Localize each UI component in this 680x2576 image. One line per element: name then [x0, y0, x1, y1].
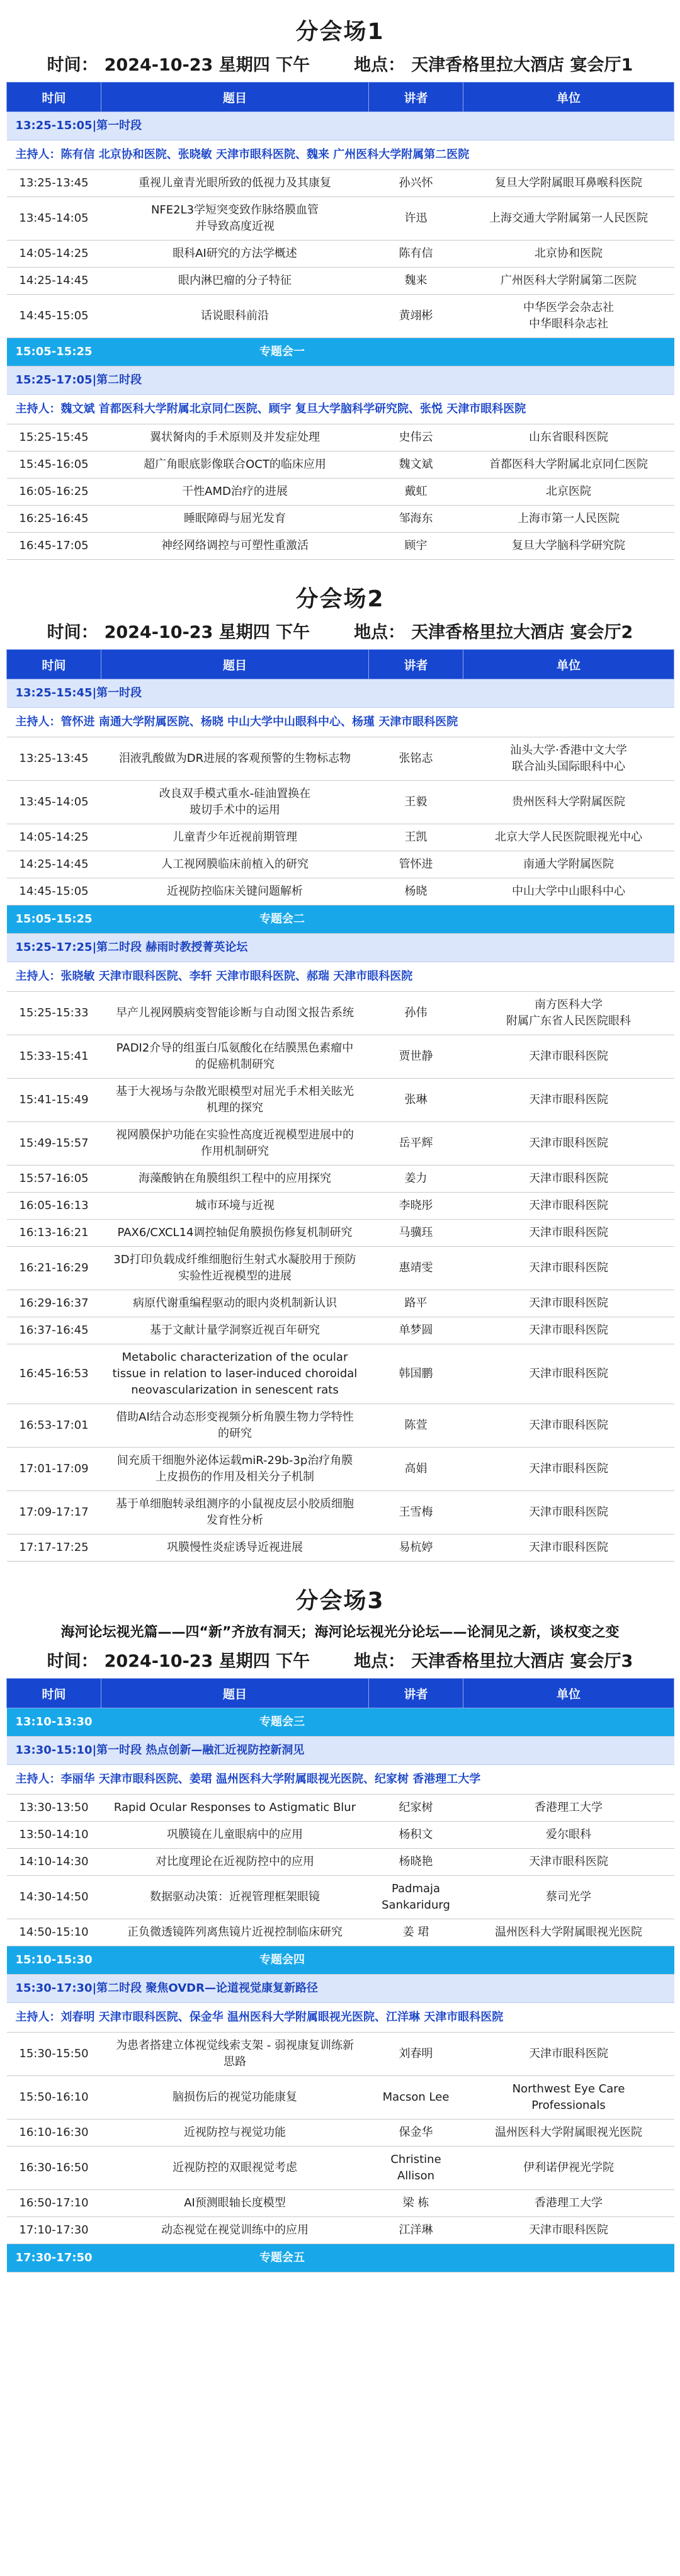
symposium-empty — [463, 2244, 674, 2272]
talk-time: 13:25-13:45 — [7, 737, 101, 781]
header-time: 时间 — [7, 1679, 101, 1708]
period-label: 13:30-15:10|第一时段 热点创新—融汇近视防控新洞见 — [7, 1737, 674, 1765]
table-row — [7, 1795, 674, 1822]
table-row — [7, 451, 674, 479]
header-speaker: 讲者 — [369, 1679, 463, 1708]
table-row — [7, 781, 674, 824]
symposium-title: 专题会二 — [101, 905, 463, 934]
symposium-row — [7, 1946, 674, 1975]
symposium-time: 15:05-15:25 — [7, 905, 101, 934]
talk-unit: 中山大学中山眼科中心 — [463, 878, 674, 905]
talk-speaker: 李晓彤 — [369, 1193, 463, 1220]
talk-unit: 天津市眼科医院 — [463, 1079, 674, 1122]
talk-speaker: 杨晓 — [369, 878, 463, 905]
session-spacer — [6, 1562, 674, 1569]
talk-time: 14:05-14:25 — [7, 824, 101, 851]
talk-speaker: 路平 — [369, 1290, 463, 1317]
talk-topic: 早产儿视网膜病变智能诊断与自动图文报告系统 — [101, 992, 369, 1035]
table-row — [7, 1822, 674, 1849]
period-band — [7, 1737, 674, 1765]
talk-speaker: 许迅 — [369, 197, 463, 241]
table-row — [7, 1193, 674, 1220]
talk-time: 16:30-16:50 — [7, 2147, 101, 2190]
talk-time: 14:05-14:25 — [7, 241, 101, 268]
talk-speaker: 单梦圆 — [369, 1317, 463, 1344]
talk-topic: 巩膜镜在儿童眼病中的应用 — [101, 1822, 369, 1849]
talk-unit: 北京大学人民医院眼视光中心 — [463, 824, 674, 851]
table-row — [7, 1122, 674, 1166]
table-row — [7, 1035, 674, 1079]
time-label: 时间： — [47, 1652, 98, 1671]
host-text: 主持人：魏文斌 首都医科大学附属北京同仁医院、顾宇 复旦大学脑科学研究院、张悦 天津市眼科医院 — [7, 395, 674, 424]
talk-speaker: 黄翊彬 — [369, 295, 463, 338]
talk-speaker: 管怀进 — [369, 851, 463, 878]
talk-topic: 脑损伤后的视觉功能康复 — [101, 2076, 369, 2119]
talk-time: 16:21-16:29 — [7, 1247, 101, 1290]
table-row — [7, 1166, 674, 1193]
talk-unit: 南方医科大学 附属广东省人民医院眼科 — [463, 992, 674, 1035]
host-row — [7, 1765, 674, 1795]
time-info — [47, 618, 310, 643]
talk-unit: 天津市眼科医院 — [463, 1220, 674, 1247]
symposium-row — [7, 1708, 674, 1737]
talk-topic: 病原代谢重编程驱动的眼内炎机制新认识 — [101, 1290, 369, 1317]
period-band — [7, 934, 674, 962]
talk-topic: 正负微透镜阵列离焦镜片近视控制临床研究 — [101, 1919, 369, 1946]
talk-speaker: 江洋琳 — [369, 2217, 463, 2244]
talk-speaker: 惠靖雯 — [369, 1247, 463, 1290]
table-row — [7, 1404, 674, 1448]
table-row — [7, 1535, 674, 1562]
session-meta — [6, 1646, 674, 1678]
header-topic: 题目 — [101, 82, 369, 112]
talk-time: 17:01-17:09 — [7, 1448, 101, 1491]
host-row — [7, 140, 674, 170]
time-info — [47, 51, 310, 76]
table-header — [7, 1679, 674, 1708]
schedule-table — [6, 649, 674, 1562]
host-text: 主持人：张晓敏 天津市眼科医院、李轩 天津市眼科医院、郝瑞 天津市眼科医院 — [7, 962, 674, 992]
table-row — [7, 2033, 674, 2076]
table-row — [7, 1079, 674, 1122]
talk-unit: 天津市眼科医院 — [463, 1849, 674, 1876]
session-3 — [0, 1569, 680, 2280]
talk-topic: 神经网络调控与可塑性重激活 — [101, 533, 369, 560]
talk-unit: 中华医学会杂志社 中华眼科杂志社 — [463, 295, 674, 338]
talk-speaker: 戴虹 — [369, 479, 463, 506]
symposium-row — [7, 905, 674, 934]
talk-topic: 动态视觉在视觉训练中的应用 — [101, 2217, 369, 2244]
table-row — [7, 1247, 674, 1290]
host-text: 主持人：刘春明 天津市眼科医院、保金华 温州医科大学附属眼视光医院、江洋琳 天津市眼科医院 — [7, 2003, 674, 2033]
time-value: 2024-10-23 星期四 下午 — [104, 623, 310, 642]
symposium-time: 15:05-15:25 — [7, 338, 101, 366]
talk-unit: 温州医科大学附属眼视光医院 — [463, 2119, 674, 2147]
symposium-title: 专题会四 — [101, 1946, 463, 1975]
symposium-row — [7, 338, 674, 366]
table-row — [7, 506, 674, 533]
talk-unit: 天津市眼科医院 — [463, 1290, 674, 1317]
talk-time: 16:10-16:30 — [7, 2119, 101, 2147]
talk-time: 13:45-14:05 — [7, 197, 101, 241]
talk-speaker: 马骥珏 — [369, 1220, 463, 1247]
talk-unit: 天津市眼科医院 — [463, 1035, 674, 1079]
talk-topic: 巩膜慢性炎症诱导近视进展 — [101, 1535, 369, 1562]
period-label: 13:25-15:45|第一时段 — [7, 679, 674, 708]
talk-topic: NFE2L3学短突变致作脉络膜血管 并导致高度近视 — [101, 197, 369, 241]
period-label: 13:25-15:05|第一时段 — [7, 112, 674, 140]
place-info — [354, 1647, 633, 1672]
talk-time: 16:13-16:21 — [7, 1220, 101, 1247]
talk-time: 15:25-15:33 — [7, 992, 101, 1035]
period-band — [7, 112, 674, 140]
talk-speaker: 易杭婷 — [369, 1535, 463, 1562]
table-row — [7, 2190, 674, 2217]
table-row — [7, 170, 674, 197]
talk-speaker: 刘春明 — [369, 2033, 463, 2076]
talk-unit: 天津市眼科医院 — [463, 1122, 674, 1166]
symposium-empty — [463, 905, 674, 934]
table-row — [7, 268, 674, 295]
talk-time: 16:29-16:37 — [7, 1290, 101, 1317]
talk-topic: PAX6/CXCL14调控轴促角膜损伤修复机制研究 — [101, 1220, 369, 1247]
schedule-table — [6, 1678, 674, 2272]
place-label: 地点： — [354, 1652, 405, 1671]
symposium-time: 15:10-15:30 — [7, 1946, 101, 1975]
header-unit: 单位 — [463, 1679, 674, 1708]
talk-unit: Northwest Eye Care Professionals — [463, 2076, 674, 2119]
talk-time: 15:57-16:05 — [7, 1166, 101, 1193]
place-value: 天津香格里拉大酒店 宴会厅2 — [411, 623, 633, 642]
talk-speaker: 贾世静 — [369, 1035, 463, 1079]
talk-unit: 天津市眼科医院 — [463, 1317, 674, 1344]
header-topic: 题目 — [101, 650, 369, 679]
talk-topic: 超广角眼底影像联合OCT的临床应用 — [101, 451, 369, 479]
talk-time: 16:50-17:10 — [7, 2190, 101, 2217]
schedule-table — [6, 82, 674, 560]
talk-unit: 北京医院 — [463, 479, 674, 506]
talk-time: 15:33-15:41 — [7, 1035, 101, 1079]
talk-time: 14:25-14:45 — [7, 268, 101, 295]
table-row — [7, 1491, 674, 1535]
talk-unit: 天津市眼科医院 — [463, 1404, 674, 1448]
talk-topic: Rapid Ocular Responses to Astigmatic Blur — [101, 1795, 369, 1822]
talk-unit: 南通大学附属医院 — [463, 851, 674, 878]
talk-speaker: 高娟 — [369, 1448, 463, 1491]
table-header — [7, 82, 674, 112]
talk-time: 17:17-17:25 — [7, 1535, 101, 1562]
talk-topic: 改良双手模式重水-硅油置换在 玻切手术中的运用 — [101, 781, 369, 824]
host-row — [7, 395, 674, 424]
symposium-title: 专题会五 — [101, 2244, 463, 2272]
talk-time: 16:25-16:45 — [7, 506, 101, 533]
table-row — [7, 1919, 674, 1946]
talk-time: 16:53-17:01 — [7, 1404, 101, 1448]
table-row — [7, 2119, 674, 2147]
time-label: 时间： — [47, 55, 98, 75]
talk-speaker: 保金华 — [369, 2119, 463, 2147]
host-row — [7, 962, 674, 992]
talk-unit: 汕头大学·香港中文大学 联合汕头国际眼科中心 — [463, 737, 674, 781]
talk-time: 14:50-15:10 — [7, 1919, 101, 1946]
talk-unit: 天津市眼科医院 — [463, 1193, 674, 1220]
talk-speaker: 姜 珺 — [369, 1919, 463, 1946]
table-row — [7, 1448, 674, 1491]
talk-topic: 近视防控临床关键问题解析 — [101, 878, 369, 905]
table-row — [7, 737, 674, 781]
table-header — [7, 650, 674, 679]
talk-topic: 泪液乳酸做为DR进展的客观预警的生物标志物 — [101, 737, 369, 781]
header-topic: 题目 — [101, 1679, 369, 1708]
talk-topic: 间充质干细胞外泌体运载miR-29b-3p治疗角膜 上皮损伤的作用及相关分子机制 — [101, 1448, 369, 1491]
talk-time: 17:10-17:30 — [7, 2217, 101, 2244]
header-unit: 单位 — [463, 82, 674, 112]
symposium-empty — [463, 1946, 674, 1975]
talk-speaker: 杨晓艳 — [369, 1849, 463, 1876]
host-text: 主持人：李丽华 天津市眼科医院、姜珺 温州医科大学附属眼视光医院、纪家树 香港理工大学 — [7, 1765, 674, 1795]
talk-unit: 上海市第一人民医院 — [463, 506, 674, 533]
talk-topic: 3D打印负载成纤维细胞衍生射式水凝胶用于预防 实验性近视模型的进展 — [101, 1247, 369, 1290]
talk-time: 14:45-15:05 — [7, 878, 101, 905]
table-row — [7, 295, 674, 338]
time-value: 2024-10-23 星期四 下午 — [104, 1652, 310, 1671]
symposium-title: 专题会三 — [101, 1708, 463, 1737]
time-value: 2024-10-23 星期四 下午 — [104, 55, 310, 75]
talk-speaker: 纪家树 — [369, 1795, 463, 1822]
talk-unit: 山东省眼科医院 — [463, 424, 674, 451]
place-value: 天津香格里拉大酒店 宴会厅3 — [411, 1652, 633, 1671]
talk-speaker: 孙伟 — [369, 992, 463, 1035]
talk-time: 15:41-15:49 — [7, 1079, 101, 1122]
talk-time: 15:25-15:45 — [7, 424, 101, 451]
talk-unit: 香港理工大学 — [463, 2190, 674, 2217]
symposium-row — [7, 2244, 674, 2272]
talk-speaker: 王毅 — [369, 781, 463, 824]
time-label: 时间： — [47, 623, 98, 642]
talk-unit: 天津市眼科医院 — [463, 2217, 674, 2244]
talk-topic: 基于单细胞转录组测序的小鼠视皮层小胶质细胞 发育性分析 — [101, 1491, 369, 1535]
talk-time: 16:37-16:45 — [7, 1317, 101, 1344]
talk-unit: 天津市眼科医院 — [463, 2033, 674, 2076]
talk-speaker: 王凯 — [369, 824, 463, 851]
symposium-title: 专题会一 — [101, 338, 463, 366]
talk-speaker: 岳平辉 — [369, 1122, 463, 1166]
talk-time: 17:09-17:17 — [7, 1491, 101, 1535]
talk-time: 16:05-16:25 — [7, 479, 101, 506]
place-info — [354, 51, 633, 76]
talk-time: 15:45-16:05 — [7, 451, 101, 479]
header-unit: 单位 — [463, 650, 674, 679]
table-row — [7, 878, 674, 905]
talk-time: 15:50-16:10 — [7, 2076, 101, 2119]
header-time: 时间 — [7, 650, 101, 679]
table-row — [7, 424, 674, 451]
talk-speaker: 杨积文 — [369, 1822, 463, 1849]
talk-topic: 近视防控的双眼视觉考虑 — [101, 2147, 369, 2190]
talk-topic: 话说眼科前沿 — [101, 295, 369, 338]
talk-time: 14:45-15:05 — [7, 295, 101, 338]
talk-unit: 蔡司光学 — [463, 1876, 674, 1919]
table-row — [7, 1290, 674, 1317]
talk-unit: 天津市眼科医院 — [463, 1247, 674, 1290]
table-row — [7, 197, 674, 241]
talk-topic: 城市环境与近视 — [101, 1193, 369, 1220]
talk-speaker: 王雪梅 — [369, 1491, 463, 1535]
session-title: 分会场3 — [295, 1588, 385, 1614]
period-label: 15:30-17:30|第二时段 聚焦OVDR—论道视觉康复新路径 — [7, 1975, 674, 2003]
talk-speaker: 魏文斌 — [369, 451, 463, 479]
symposium-time: 13:10-13:30 — [7, 1708, 101, 1737]
symposium-empty — [463, 338, 674, 366]
table-row — [7, 1344, 674, 1404]
talk-topic: 为患者搭建立体视觉线索支架 - 弱视康复训练新 思路 — [101, 2033, 369, 2076]
session-meta — [6, 50, 674, 82]
session-2 — [0, 567, 680, 1569]
talk-unit: 首都医科大学附属北京同仁医院 — [463, 451, 674, 479]
host-row — [7, 2003, 674, 2033]
talk-time: 16:05-16:13 — [7, 1193, 101, 1220]
period-band — [7, 679, 674, 708]
talk-time: 13:30-13:50 — [7, 1795, 101, 1822]
talk-speaker: 孙兴怀 — [369, 170, 463, 197]
talk-unit: 香港理工大学 — [463, 1795, 674, 1822]
talk-topic: Metabolic characterization of the ocular tissue in relation to laser-induced choroidal neovascularization in senescent rats — [101, 1344, 369, 1404]
talk-topic: PADI2介导的组蛋白瓜氨酸化在结膜黑色素瘤中 的促癌机制研究 — [101, 1035, 369, 1079]
talk-topic: 干性AMD治疗的进展 — [101, 479, 369, 506]
session-title: 分会场2 — [295, 586, 385, 612]
talk-unit: 上海交通大学附属第一人民医院 — [463, 197, 674, 241]
period-band — [7, 1975, 674, 2003]
period-label: 15:25-17:25|第二时段 赫雨时教授菁英论坛 — [7, 934, 674, 962]
symposium-empty — [463, 1708, 674, 1737]
table-row — [7, 533, 674, 560]
talk-speaker: 张琳 — [369, 1079, 463, 1122]
header-speaker: 讲者 — [369, 650, 463, 679]
talk-unit: 爱尔眼科 — [463, 1822, 674, 1849]
session-1 — [0, 0, 680, 567]
talk-speaker: 陈萱 — [369, 1404, 463, 1448]
table-row — [7, 1876, 674, 1919]
talk-topic: 睡眠障碍与屈光发育 — [101, 506, 369, 533]
talk-topic: 近视防控与视觉功能 — [101, 2119, 369, 2147]
talk-topic: 海藻酸钠在角膜组织工程中的应用探究 — [101, 1166, 369, 1193]
talk-unit: 伊利诺伊视光学院 — [463, 2147, 674, 2190]
talk-time: 14:30-14:50 — [7, 1876, 101, 1919]
period-label: 15:25-17:05|第二时段 — [7, 366, 674, 395]
talk-speaker: 姜力 — [369, 1166, 463, 1193]
place-value: 天津香格里拉大酒店 宴会厅1 — [411, 55, 633, 75]
place-label: 地点： — [354, 55, 405, 75]
talk-topic: 数据驱动决策：近视管理框架眼镜 — [101, 1876, 369, 1919]
talk-speaker: 史伟云 — [369, 424, 463, 451]
host-row — [7, 708, 674, 737]
table-row — [7, 241, 674, 268]
talk-time: 13:25-13:45 — [7, 170, 101, 197]
talk-topic: 重视儿童青光眼所致的低视力及其康复 — [101, 170, 369, 197]
table-row — [7, 1220, 674, 1247]
talk-time: 15:49-15:57 — [7, 1122, 101, 1166]
talk-unit: 复旦大学附属眼耳鼻喉科医院 — [463, 170, 674, 197]
talk-speaker: 邹海东 — [369, 506, 463, 533]
talk-topic: 儿童青少年近视前期管理 — [101, 824, 369, 851]
table-row — [7, 2076, 674, 2119]
table-row — [7, 2217, 674, 2244]
host-text: 主持人：陈有信 北京协和医院、张晓敏 天津市眼科医院、魏来 广州医科大学附属第二医院 — [7, 140, 674, 170]
talk-topic: 对比度理论在近视防控中的应用 — [101, 1849, 369, 1876]
session-title: 分会场1 — [295, 19, 385, 45]
talk-speaker: Macson Lee — [369, 2076, 463, 2119]
header-time: 时间 — [7, 82, 101, 112]
session-meta — [6, 617, 674, 649]
talk-unit: 天津市眼科医院 — [463, 1448, 674, 1491]
talk-speaker: 魏来 — [369, 268, 463, 295]
talk-topic: 基于文献计量学洞察近视百年研究 — [101, 1317, 369, 1344]
talk-unit: 天津市眼科医院 — [463, 1491, 674, 1535]
talk-topic: 眼内淋巴瘤的分子特征 — [101, 268, 369, 295]
talk-unit: 广州医科大学附属第二医院 — [463, 268, 674, 295]
talk-unit: 贵州医科大学附属医院 — [463, 781, 674, 824]
talk-time: 14:25-14:45 — [7, 851, 101, 878]
talk-topic: 视网膜保护功能在实验性高度近视模型进展中的 作用机制研究 — [101, 1122, 369, 1166]
talk-unit: 天津市眼科医院 — [463, 1535, 674, 1562]
table-row — [7, 992, 674, 1035]
session-spacer — [6, 560, 674, 567]
talk-speaker: 张铭志 — [369, 737, 463, 781]
talk-topic: AI预测眼轴长度模型 — [101, 2190, 369, 2217]
talk-time: 16:45-16:53 — [7, 1344, 101, 1404]
talk-topic: 人工视网膜临床前植入的研究 — [101, 851, 369, 878]
talk-unit: 北京协和医院 — [463, 241, 674, 268]
period-band — [7, 366, 674, 395]
talk-speaker: 梁 栋 — [369, 2190, 463, 2217]
talk-topic: 借助AI结合动态形变视频分析角膜生物力学特性 的研究 — [101, 1404, 369, 1448]
talk-time: 13:50-14:10 — [7, 1822, 101, 1849]
talk-unit: 温州医科大学附属眼视光医院 — [463, 1919, 674, 1946]
session-subtitle: 海河论坛视光篇——四“新”齐放有洞天；海河论坛视光分论坛——论洞见之新，谈权变之变 — [60, 1625, 620, 1640]
talk-topic: 基于大视场与杂散光眼模型对屈光手术相关眩光 机理的探究 — [101, 1079, 369, 1122]
talk-topic: 眼科AI研究的方法学概述 — [101, 241, 369, 268]
symposium-time: 17:30-17:50 — [7, 2244, 101, 2272]
talk-time: 13:45-14:05 — [7, 781, 101, 824]
talk-unit: 天津市眼科医院 — [463, 1344, 674, 1404]
place-info — [354, 618, 633, 643]
table-row — [7, 851, 674, 878]
talk-speaker: Christine Allison — [369, 2147, 463, 2190]
table-row — [7, 479, 674, 506]
table-row — [7, 2147, 674, 2190]
talk-time: 16:45-17:05 — [7, 533, 101, 560]
talk-speaker: Padmaja Sankaridurg — [369, 1876, 463, 1919]
header-speaker: 讲者 — [369, 82, 463, 112]
time-info — [47, 1647, 310, 1672]
talk-unit: 复旦大学脑科学研究院 — [463, 533, 674, 560]
talk-time: 15:30-15:50 — [7, 2033, 101, 2076]
table-row — [7, 1849, 674, 1876]
talk-topic: 翼状胬肉的手术原则及并发症处理 — [101, 424, 369, 451]
place-label: 地点： — [354, 623, 405, 642]
table-row — [7, 1317, 674, 1344]
talk-unit: 天津市眼科医院 — [463, 1166, 674, 1193]
session-spacer — [6, 2272, 674, 2280]
host-text: 主持人：管怀进 南通大学附属医院、杨晓 中山大学中山眼科中心、杨瑾 天津市眼科医院 — [7, 708, 674, 737]
talk-speaker: 陈有信 — [369, 241, 463, 268]
talk-time: 14:10-14:30 — [7, 1849, 101, 1876]
table-row — [7, 824, 674, 851]
talk-speaker: 顾宇 — [369, 533, 463, 560]
talk-speaker: 韩国鹏 — [369, 1344, 463, 1404]
